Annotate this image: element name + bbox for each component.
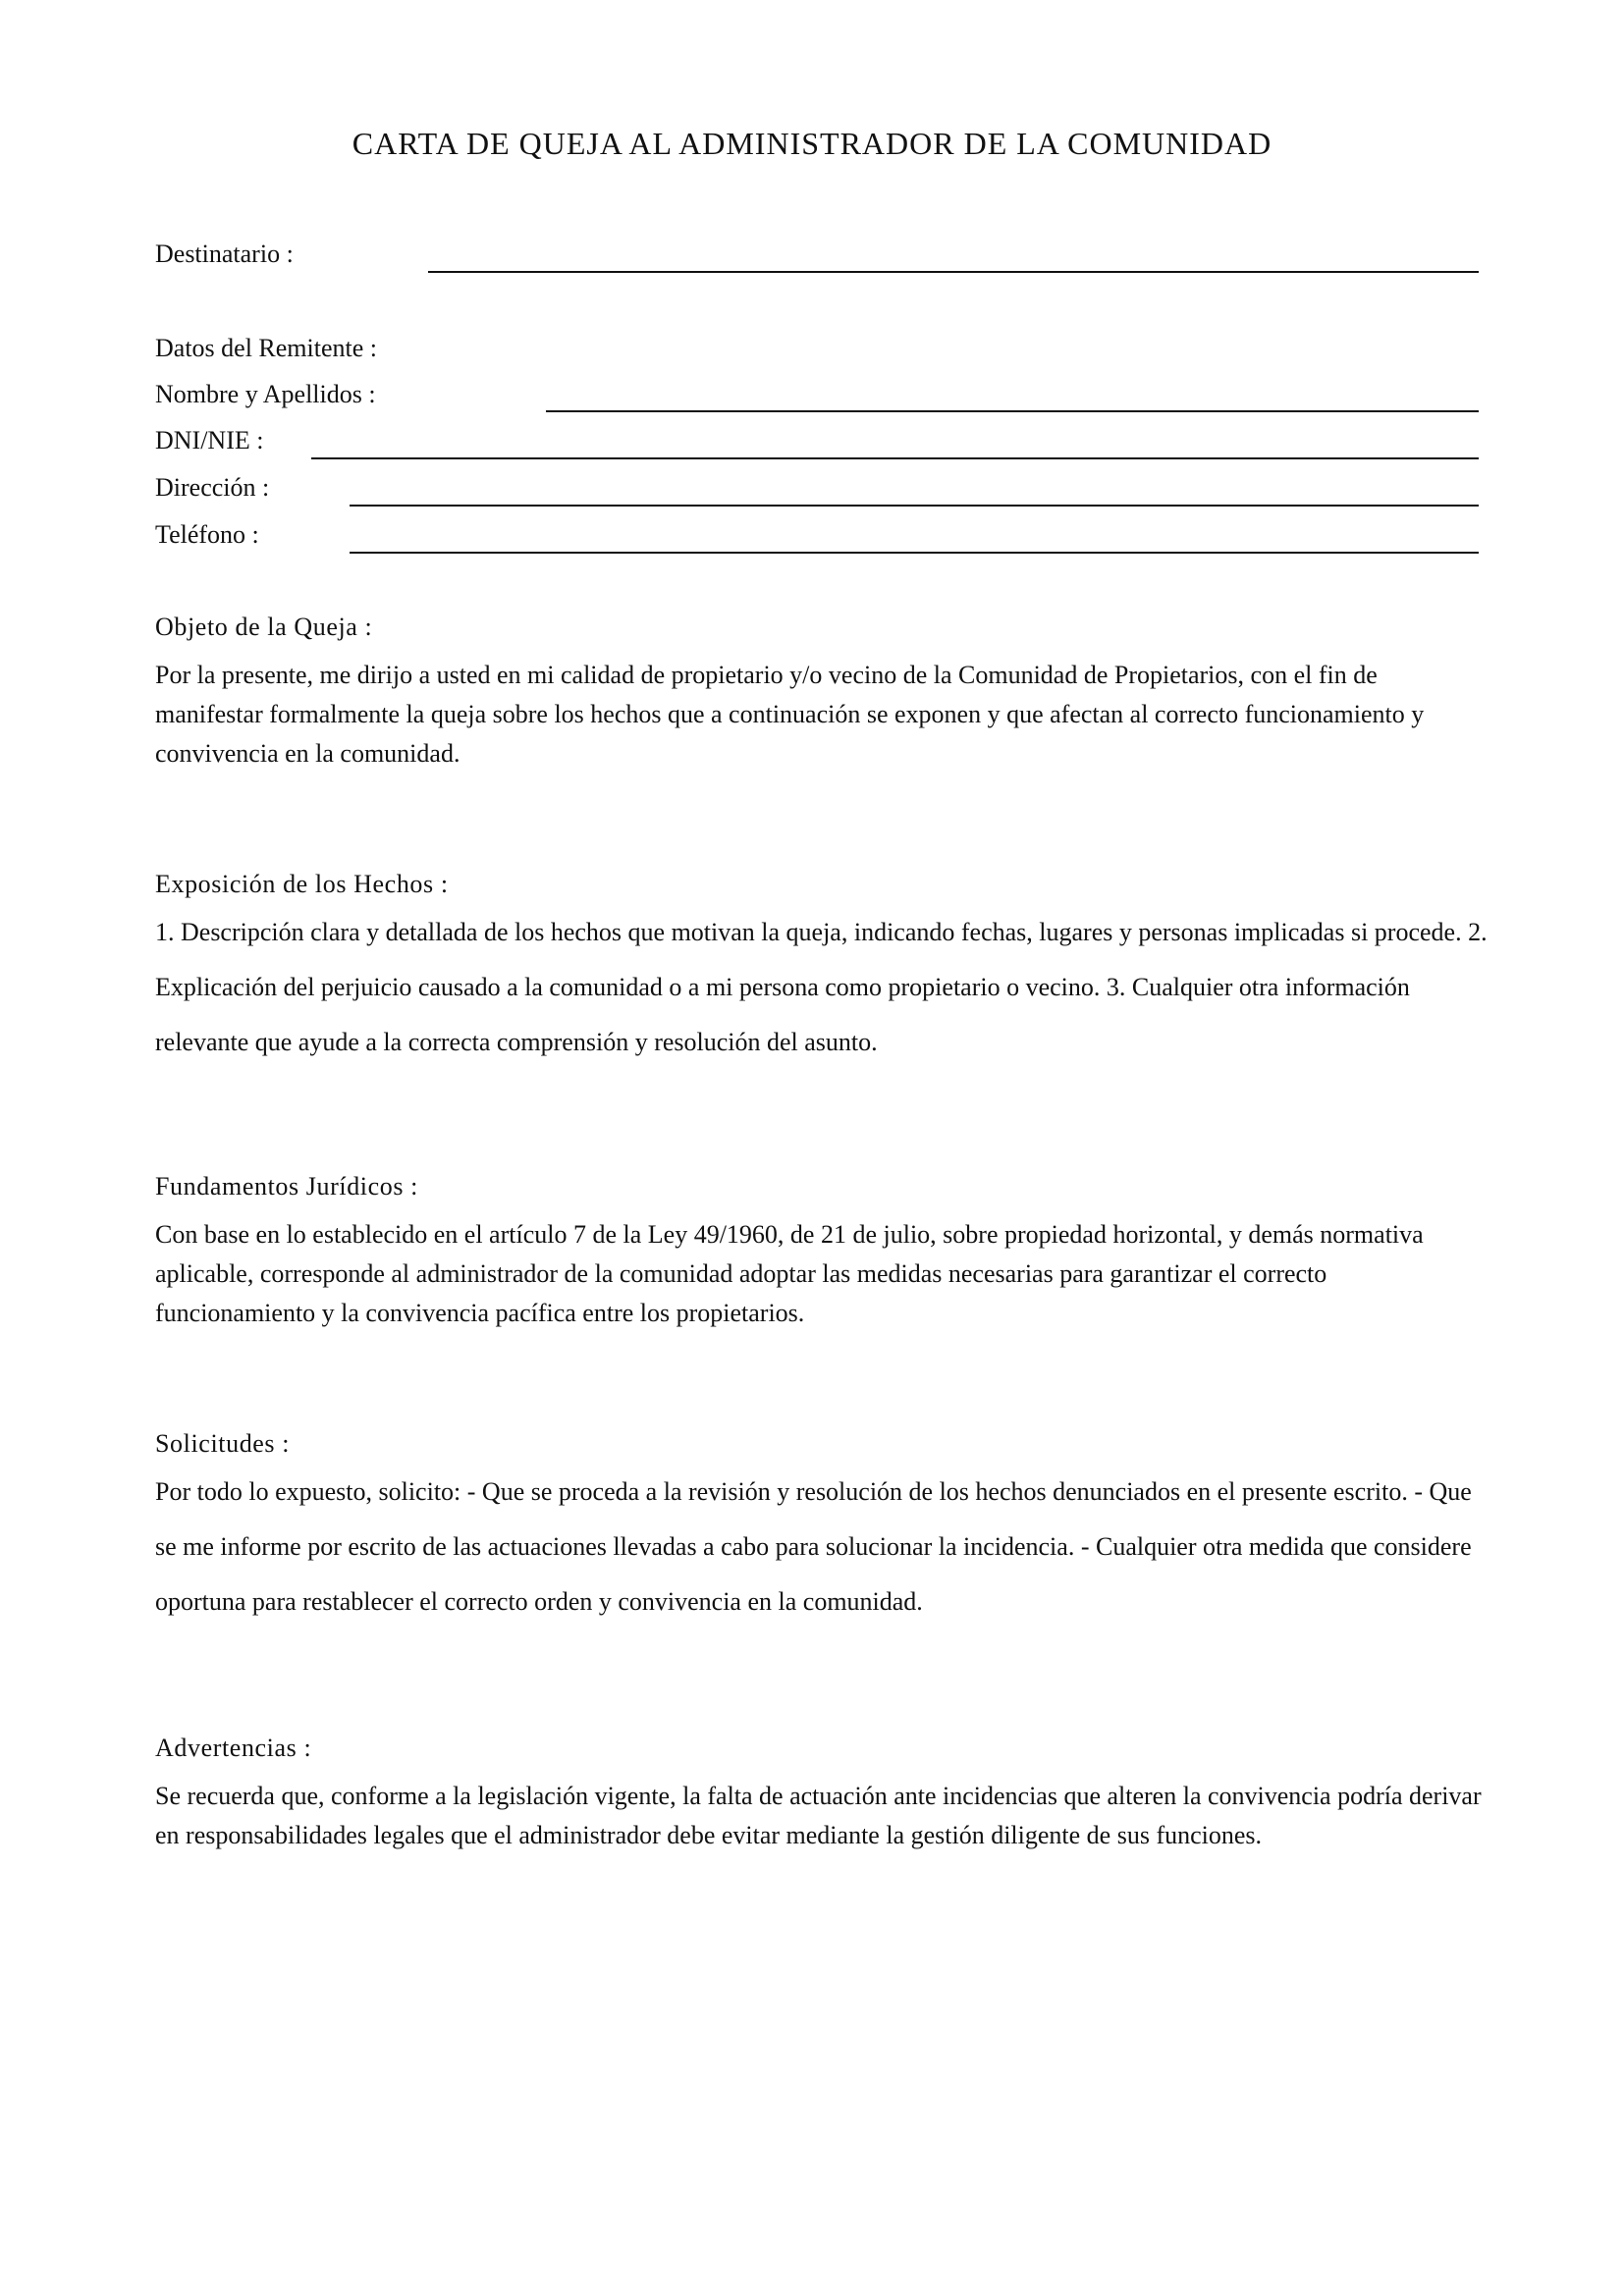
phone-field-line[interactable] [350,552,1479,554]
sender-heading: Datos del Remitente : [155,334,378,362]
advertencias-heading: Advertencias : [155,1734,312,1762]
solicitudes-text: Por todo lo expuesto, solicito: - Que se proceda a la revisión y resolución de los hechos denunciados en el presente escrito. - Que se me informe por escrito de las actuaciones llevadas a cabo para solucionar la incidencia. - Cualquier otra medida que considere oportuna para restablecer el correcto orden y convivencia en la comunidad. [155,1477,1472,1616]
phone-label: Teléfono : [155,520,259,549]
fundamentos-heading: Fundamentos Jurídicos : [155,1172,419,1201]
id-field-line[interactable] [311,457,1479,459]
recipient-label: Destinatario : [155,240,294,268]
objeto-heading: Objeto de la Queja : [155,613,373,641]
address-label: Dirección : [155,473,270,502]
solicitudes-heading: Solicitudes : [155,1429,291,1458]
name-field-line[interactable] [546,410,1479,412]
address-field-line[interactable] [350,505,1479,507]
name-label: Nombre y Apellidos : [155,380,376,408]
fundamentos-text: Con base en lo establecido en el artículo 7 de la Ley 49/1960, de 21 de julio, sobre propiedad horizontal, y demás normativa aplicable, corresponde al administrador de la comunidad adoptar las medidas necesarias para garantizar el correcto funcionamiento y la convivencia pacífica entre los propietarios. [155,1220,1424,1327]
id-label: DNI/NIE : [155,426,264,454]
recipient-field-line[interactable] [428,271,1479,273]
document-title: CARTA DE QUEJA AL ADMINISTRADOR DE LA COMUNIDAD [352,126,1272,161]
objeto-text: Por la presente, me dirijo a usted en mi calidad de propietario y/o vecino de la Comunidad de Propietarios, con el fin de manifestar formalmente la queja sobre los hechos que a continuación se exponen y que afectan al correcto funcionamiento y convivencia en la comunidad. [155,661,1425,768]
hechos-heading: Exposición de los Hechos : [155,870,449,898]
hechos-text: 1. Descripción clara y detallada de los hechos que motivan la queja, indicando fechas, lugares y personas implicadas si procede. 2. Explicación del perjuicio causado a la comunidad o a mi persona como propietario o vecino. 3. Cualquier otra información relevante que ayude a la correcta comprensión y resolución del asunto. [155,918,1488,1056]
advertencias-text: Se recuerda que, conforme a la legislación vigente, la falta de actuación ante incidencias que alteren la convivencia podría derivar en responsabilidades legales que el administrador debe evitar mediante la gestión diligente de sus funciones. [155,1782,1482,1849]
